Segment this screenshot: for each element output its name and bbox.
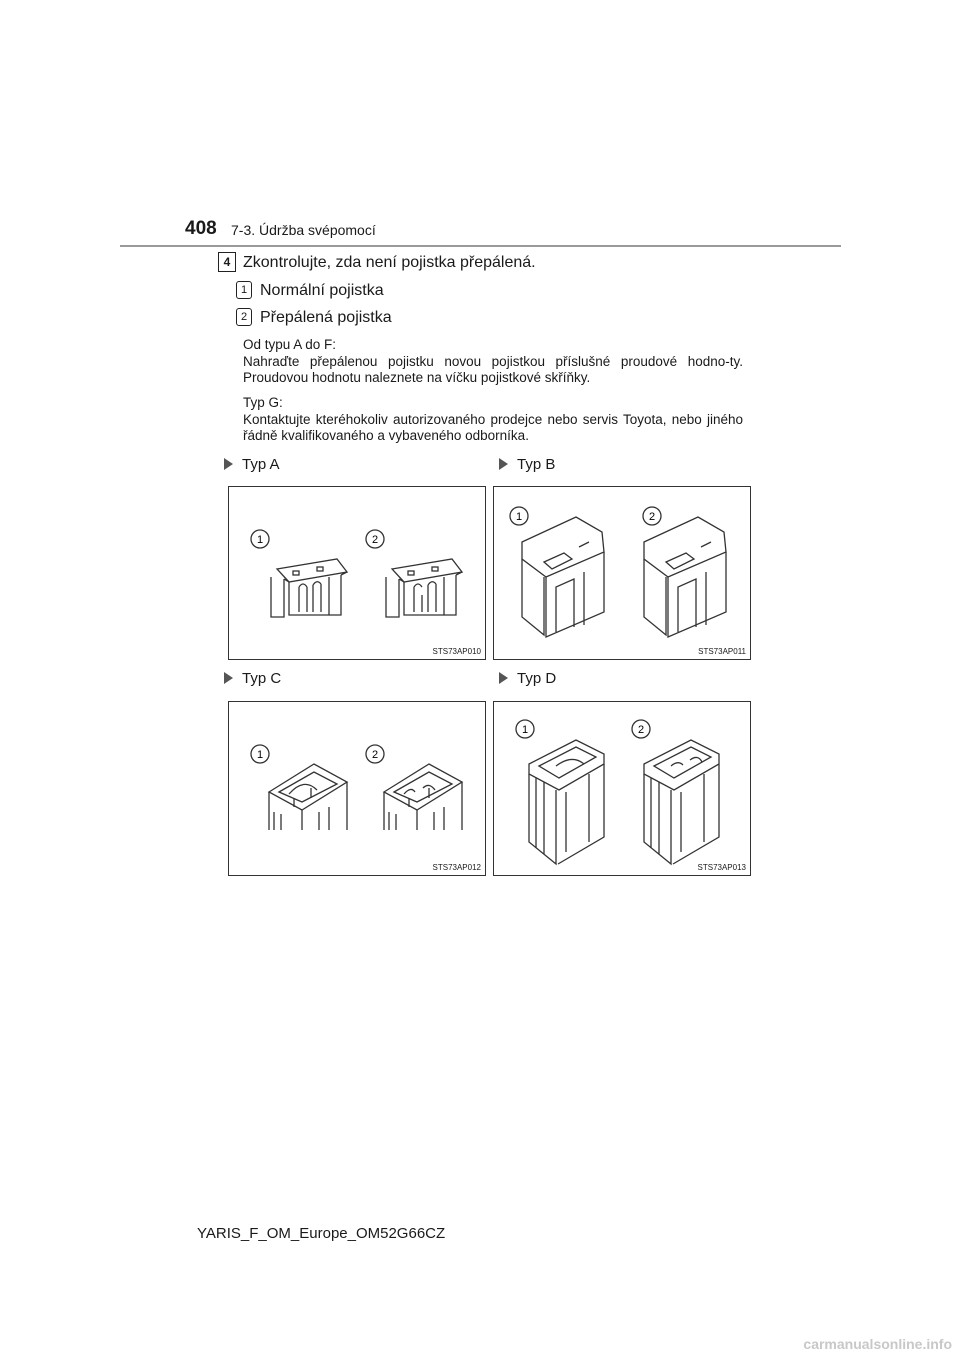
footer-doc-id: YARIS_F_OM_Europe_OM52G66CZ (197, 1225, 446, 1242)
figure-type-a (228, 486, 486, 660)
figure-type-c (228, 701, 486, 876)
mini-fuse-normal-icon (271, 559, 347, 617)
item-label-blown: Přepálená pojistka (260, 309, 392, 326)
box-fuse-blown-icon (644, 740, 719, 864)
note-title: Od typu A do F: (243, 337, 337, 352)
watermark: carmanualsonline.info (803, 1336, 952, 1352)
figure-type-b (493, 486, 751, 660)
type-label-a: Typ A (224, 456, 280, 473)
figure-code: STS73AP011 (698, 647, 746, 656)
figure-type-d (493, 701, 751, 876)
note-body: Nahraďte přepálenou pojistku novou pojistkou příslušné proudové hodno-ty. Proudovou hodnotu naleznete na víčku pojistkové skříňky. (243, 353, 743, 385)
step-text: Zkontrolujte, zda není pojistka přepálená. (243, 254, 536, 271)
triangle-bullet-icon (224, 458, 233, 470)
note-types-a-f (243, 337, 743, 387)
triangle-bullet-icon (224, 672, 233, 684)
item-badge-2: 2 (236, 308, 252, 326)
fig-num-1: 1 (256, 534, 264, 546)
section-title: 7-3. Údržba svépomocí (231, 222, 376, 238)
fig-num-1: 1 (256, 749, 264, 761)
type-label-b: Typ B (499, 456, 555, 473)
fig-num-2: 2 (371, 534, 379, 546)
slow-blow-fuse-normal-icon (269, 764, 347, 830)
fig-num-1: 1 (521, 724, 529, 736)
fig-num-2: 2 (371, 749, 379, 761)
header-rule (120, 245, 841, 247)
type-label-d: Typ D (499, 670, 556, 687)
item-label-normal: Normální pojistka (260, 282, 384, 299)
mini-fuse-blown-icon (386, 559, 462, 617)
item-badge-1: 1 (236, 281, 252, 299)
figure-code: STS73AP012 (432, 863, 481, 872)
triangle-bullet-icon (499, 458, 508, 470)
cartridge-fuse-blown-icon (644, 517, 726, 637)
cartridge-fuse-normal-icon (522, 517, 604, 637)
fig-num-2: 2 (648, 511, 656, 523)
slow-blow-fuse-blown-icon (384, 764, 462, 830)
figure-code: STS73AP010 (432, 647, 481, 656)
fig-num-2: 2 (637, 724, 645, 736)
note-type-g (243, 395, 743, 445)
note-title: Typ G: (243, 395, 283, 410)
figure-code: STS73AP013 (697, 863, 746, 872)
step-badge: 4 (218, 252, 236, 272)
box-fuse-normal-icon (529, 740, 604, 864)
type-label-c: Typ C (224, 670, 281, 687)
page-number: 408 (185, 218, 217, 239)
note-body: Kontaktujte kteréhokoliv autorizovaného prodejce nebo servis Toyota, nebo jiného řádně kvalifikovaného a vybaveného odborníka. (243, 411, 743, 443)
triangle-bullet-icon (499, 672, 508, 684)
fig-num-1: 1 (515, 511, 523, 523)
